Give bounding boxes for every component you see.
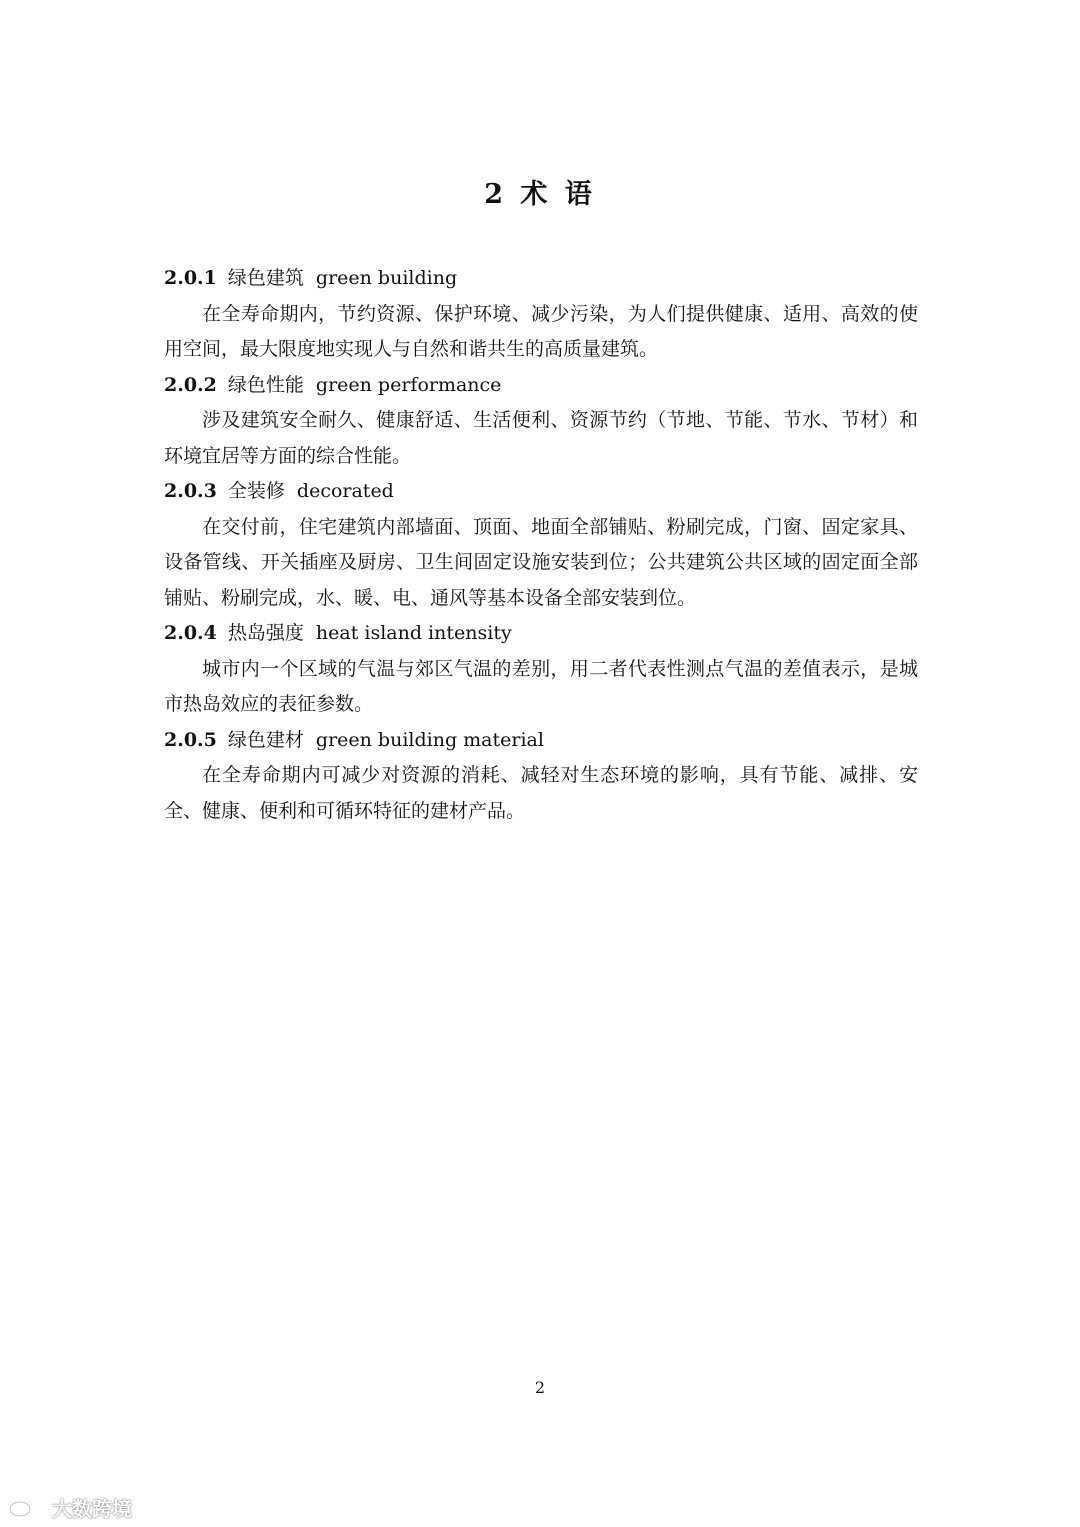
term-definition: 在交付前，住宅建筑内部墙面、顶面、地面全部铺贴、粉刷完成，门窗、固定家具、设备管线、开关插座及厨房、卫生间固定设施安装到位；公共建筑公共区域的固定面全部铺贴、粉刷完成，水、暖、电、通风等基本设备全部安装到位。 bbox=[164, 515, 918, 609]
term-definition: 在全寿命期内，节约资源、保护环境、减少污染，为人们提供健康、适用、高效的使用空间，最大限度地实现人与自然和谐共生的高质量建筑。 bbox=[164, 302, 918, 360]
term-heading bbox=[164, 368, 918, 404]
term-name-en: green performance bbox=[315, 373, 502, 396]
term-name-en: heat island intensity bbox=[315, 622, 512, 644]
page-number: 2 bbox=[534, 1378, 546, 1397]
term-number: 2.0.3 bbox=[164, 480, 217, 502]
term-item bbox=[164, 723, 918, 830]
term-name-cn: 绿色建筑 bbox=[227, 267, 304, 289]
term-heading bbox=[164, 723, 918, 759]
term-number: 2.0.1 bbox=[164, 267, 217, 289]
term-item bbox=[164, 616, 918, 723]
term-name-en: decorated bbox=[296, 480, 394, 502]
term-heading bbox=[164, 616, 918, 652]
term-heading bbox=[164, 474, 918, 510]
term-name-en: green building material bbox=[315, 728, 544, 751]
term-definition: 涉及建筑安全耐久、健康舒适、生活便利、资源节约（节地、节能、节水、节材）和环境宜居等方面的综合性能。 bbox=[164, 409, 918, 467]
term-item bbox=[164, 368, 918, 475]
term-number: 2.0.2 bbox=[164, 373, 217, 396]
term-definition: 城市内一个区域的气温与郊区气温的差别，用二者代表性测点气温的差值表示，是城市热岛效应的表征参数。 bbox=[164, 657, 918, 715]
terms-list bbox=[164, 261, 918, 829]
term-name-cn: 热岛强度 bbox=[227, 622, 304, 644]
term-definition: 在全寿命期内可减少对资源的消耗、减轻对生态环境的影响，具有节能、减排、安全、健康、便利和可循环特征的建材产品。 bbox=[164, 764, 918, 822]
term-item bbox=[164, 474, 918, 616]
watermark-text: 大数跨境 bbox=[52, 1496, 132, 1521]
term-number: 2.0.5 bbox=[164, 728, 217, 751]
term-number: 2.0.4 bbox=[164, 622, 217, 644]
term-name-cn: 绿色性能 bbox=[227, 373, 304, 396]
term-name-en: green building bbox=[315, 267, 458, 289]
watermark bbox=[8, 1493, 132, 1521]
term-name-cn: 全装修 bbox=[227, 480, 285, 502]
weibo-logo-icon bbox=[8, 1496, 46, 1518]
term-heading bbox=[164, 261, 918, 297]
term-name-cn: 绿色建材 bbox=[227, 728, 304, 751]
term-item bbox=[164, 261, 918, 368]
chapter-title: 2 术 语 bbox=[484, 179, 596, 210]
